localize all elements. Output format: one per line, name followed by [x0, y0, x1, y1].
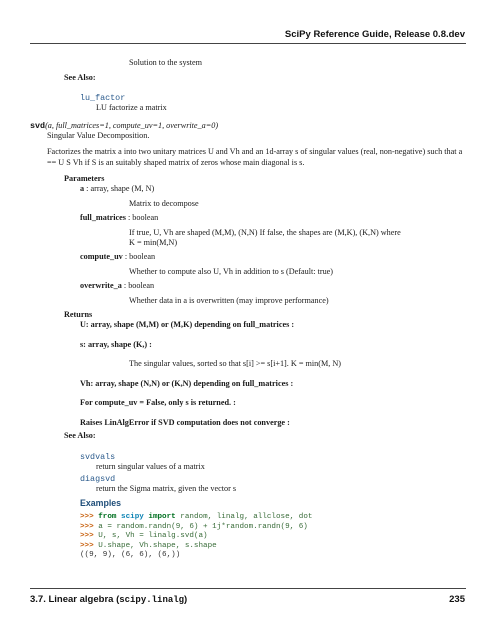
parameters-label: Parameters	[64, 174, 105, 183]
header-rule	[30, 43, 466, 44]
return-cuv-false: For compute_uv = False, only s is returned. :	[80, 398, 236, 407]
return-raises: Raises LinAlgError if SVD computation does not converge :	[80, 418, 290, 427]
svd-description: Factorizes the matrix a into two unitary matrices U and Vh and an 1d-array s of singular values (real, non-negative) such that a == U S Vh if S is an suitably shaped matrix of zeros whose main diagonal is s.	[47, 147, 463, 167]
param-ow-name: overwrite_a	[80, 281, 122, 290]
return-s-desc: The singular values, sorted so that s[i] >= s[i+1]. K = min(M, N)	[129, 359, 341, 368]
see-also-label-svd: See Also:	[64, 431, 96, 440]
running-header: SciPy Reference Guide, Release 0.8.dev	[284, 29, 465, 40]
examples-heading: Examples	[80, 498, 122, 508]
param-cuv-desc: Whether to compute also U, Vh in addition to s (Default: true)	[129, 267, 334, 276]
param-a-name: a	[80, 184, 85, 193]
return-u: U: array, shape (M,M) or (M,K) depending on full_matrices :	[80, 320, 295, 329]
param-a-type: : array, shape (M, N)	[84, 184, 155, 193]
param-overwrite-a	[80, 281, 154, 291]
param-fm-name: full_matrices	[80, 213, 126, 222]
param-compute-uv	[80, 252, 155, 262]
param-a-desc: Matrix to decompose	[129, 199, 199, 208]
page-number: 235	[449, 594, 465, 605]
lu-factor-link[interactable]: lu_factor	[80, 93, 126, 103]
see-also-label-top: See Also:	[64, 73, 96, 82]
param-fm-desc-1: If true, U, Vh are shaped (M,M), (N,N) If false, the shapes are (M,K), (K,N) where	[129, 228, 401, 237]
param-cuv-name: compute_uv	[80, 252, 123, 261]
code-line-4: >>> U.shape, Vh.shape, s.shape	[80, 541, 217, 550]
param-ow-desc: Whether data in a is overwritten (may improve performance)	[129, 296, 329, 305]
lu-factor-desc: LU factorize a matrix	[96, 103, 167, 112]
param-ow-type: : boolean	[121, 281, 155, 290]
svd-signature	[30, 121, 218, 131]
svd-args: (a, full_matrices=1, compute_uv=1, overwrite_a=0)	[45, 121, 219, 130]
param-cuv-type: : boolean	[122, 252, 156, 261]
footer-section: 3.7. Linear algebra (scipy.linalg)	[30, 594, 188, 605]
param-full-matrices	[80, 213, 158, 223]
code-output: ((9, 9), (6, 6), (6,))	[80, 551, 181, 560]
svd-function-name: svd	[30, 121, 46, 131]
footer-module-code: scipy.linalg	[119, 595, 185, 605]
footer-rule	[30, 588, 466, 589]
svd-summary: Singular Value Decomposition.	[47, 131, 150, 140]
param-fm-type: : boolean	[125, 213, 159, 222]
code-line-2: >>> a = random.randn(9, 6) + 1j*random.randn(9, 6)	[80, 522, 308, 531]
diagsvd-link[interactable]: diagsvd	[80, 474, 116, 484]
svdvals-desc: return singular values of a matrix	[96, 462, 205, 471]
param-a	[80, 184, 154, 194]
param-fm-desc-2: K = min(M,N)	[129, 238, 178, 247]
return-vh: Vh: array, shape (N,N) or (K,N) depending on full_matrices :	[80, 379, 294, 388]
svdvals-link[interactable]: svdvals	[80, 452, 116, 462]
solution-text: Solution to the system	[129, 58, 203, 67]
return-s: s: array, shape (K,) :	[80, 340, 152, 349]
diagsvd-desc: return the Sigma matrix, given the vector s	[96, 484, 237, 493]
returns-label: Returns	[64, 310, 93, 319]
code-line-1: >>> from scipy import random, linalg, allclose, dot	[80, 513, 313, 521]
code-line-3: >>> U, s, Vh = linalg.svd(a)	[80, 532, 208, 541]
code-example	[80, 513, 480, 561]
